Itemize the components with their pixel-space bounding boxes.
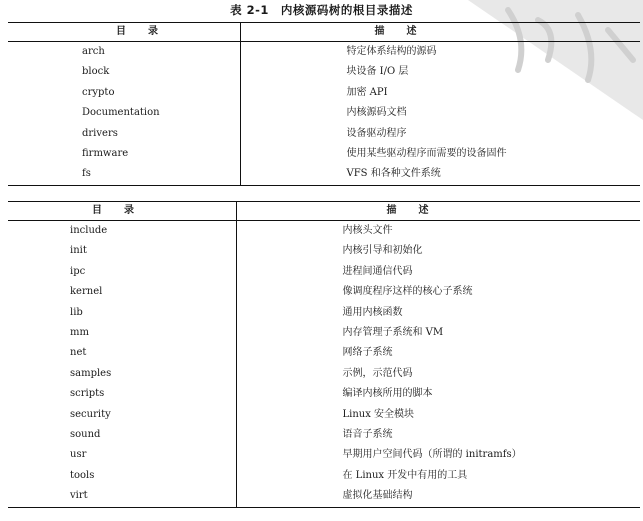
dir-name: fs [82,168,91,180]
table-row [8,425,640,445]
dir-desc: 像调度程序这样的核心子系统 [236,282,640,302]
dir-name: firmware [82,148,129,160]
header-description: 描 述 [236,202,640,221]
table-row [8,364,640,384]
dir-name: include [70,225,108,236]
dir-desc: 内核头文件 [236,221,640,242]
dir-name: samples [70,367,112,379]
table-row [8,343,640,363]
dir-desc: 网络子系统 [236,343,640,363]
table-row [8,262,640,282]
table-row [8,323,640,343]
dir-desc: 内核源码文档 [240,103,640,123]
table-row [8,164,640,185]
dir-name: kernel [70,286,103,298]
table-row [8,486,640,507]
header-directory: 目 录 [8,202,236,221]
dir-name: lib [70,306,83,318]
dir-desc: 进程间通信代码 [236,262,640,282]
dir-desc: 内核引导和初始化 [236,241,640,261]
dir-name: usr [70,449,87,461]
dir-name: block [82,66,110,78]
dir-name: init [70,245,87,257]
dir-desc: 设备驱动程序 [240,124,640,144]
dir-desc: 加密 API [240,83,640,103]
dir-name: tools [70,469,95,481]
header-directory: 目 录 [8,23,240,42]
table-row [8,83,640,103]
table-header-row [8,23,640,42]
table-header-row [8,202,640,221]
dir-desc: 虚拟化基础结构 [236,486,640,507]
dir-name: virt [70,490,88,502]
table-caption: 表 2-1 内核源码树的根目录描述 [230,3,413,17]
dir-desc: 块设备 I/O 层 [240,62,640,82]
table-row [8,62,640,82]
dir-name: drivers [82,127,118,139]
dir-name: mm [70,327,89,339]
directory-table-part-1 [8,22,640,186]
dir-desc: 通用内核函数 [236,303,640,323]
dir-name: security [70,408,111,420]
table-row [8,241,640,261]
table-row [8,384,640,404]
dir-desc: 特定体系结构的源码 [240,42,640,63]
dir-desc: 使用某些驱动程序而需要的设备固件 [240,144,640,164]
dir-desc: 示例，示范代码 [236,364,640,384]
table-row [8,303,640,323]
dir-desc: VFS 和各种文件系统 [240,164,640,185]
table-row [8,221,640,242]
dir-desc: 编译内核所用的脚本 [236,384,640,404]
dir-name: net [70,347,87,359]
dir-desc: Linux 安全模块 [236,405,640,425]
table-row [8,42,640,63]
table-row [8,466,640,486]
table-row [8,405,640,425]
dir-desc: 在 Linux 开发中有用的工具 [236,466,640,486]
table-row [8,282,640,302]
table-row [8,144,640,164]
dir-name: crypto [82,86,115,98]
table-row [8,124,640,144]
dir-name: scripts [70,388,105,400]
table-row [8,103,640,123]
dir-name: arch [82,46,105,57]
header-description: 描 述 [240,23,640,42]
dir-name: sound [70,429,101,441]
dir-name: Documentation [82,107,160,119]
directory-table-part-2 [8,201,640,508]
dir-name: ipc [70,265,86,277]
dir-desc: 内存管理子系统和 VM [236,323,640,343]
table-row [8,445,640,465]
dir-desc: 早期用户空间代码（所谓的 initramfs） [236,445,640,465]
dir-desc: 语音子系统 [236,425,640,445]
